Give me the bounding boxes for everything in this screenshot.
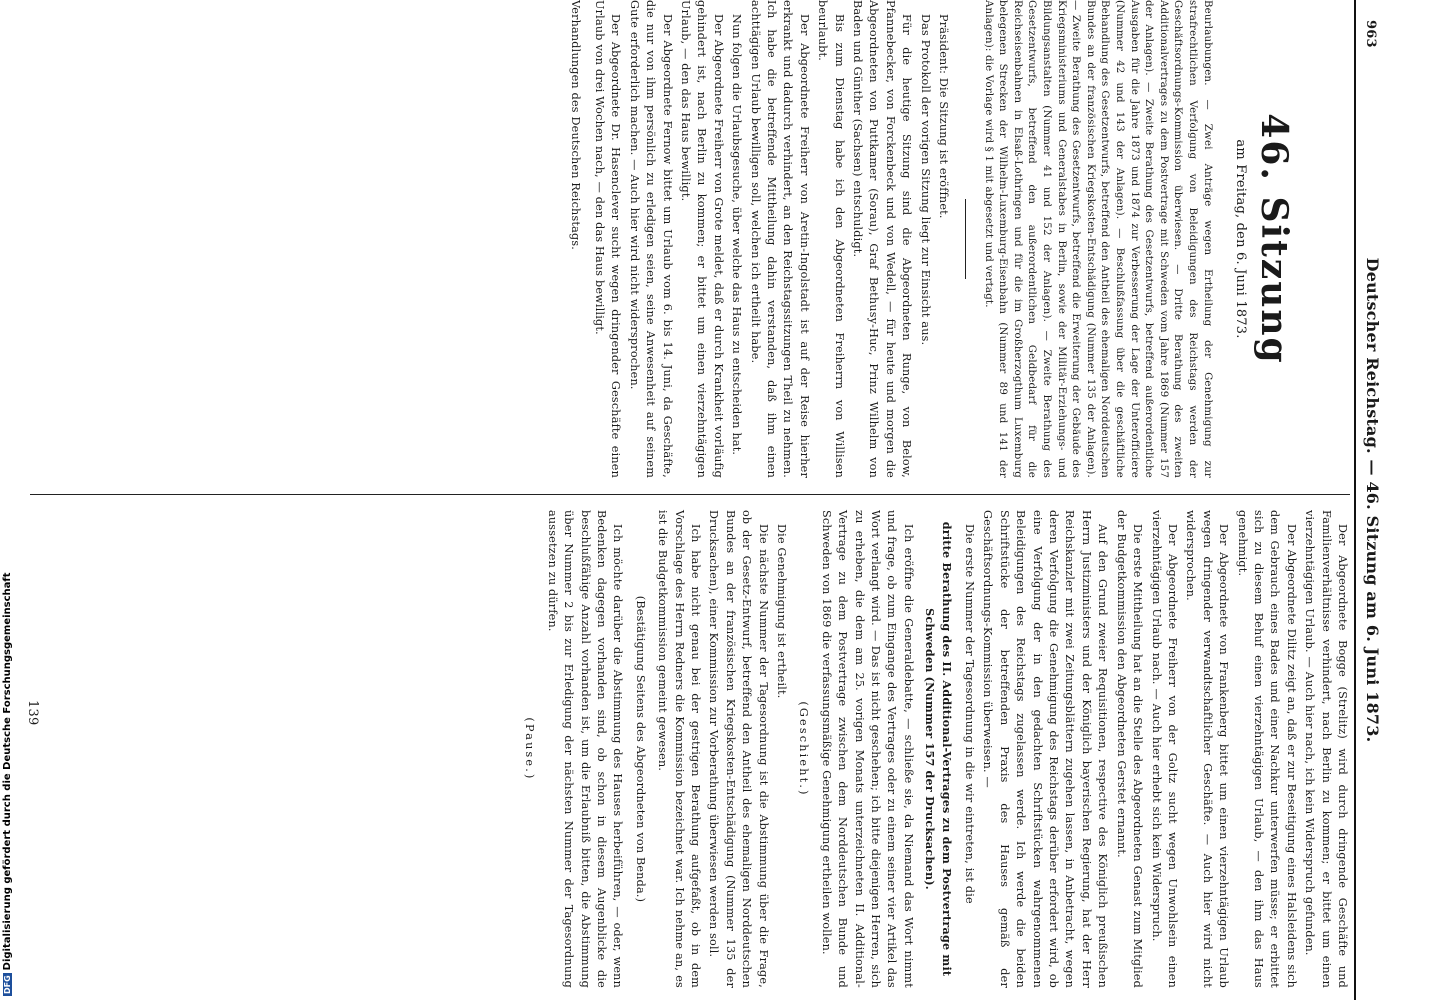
digitization-note bbox=[2, 572, 14, 996]
section-rule bbox=[965, 199, 966, 279]
paragraph: Der Abgeordnete Freiherr von der Goltz sucht wegen Unwohlsein einen vierzehntägigen Urlaub nach. — Auch hier erhebt sich kein Widerspruch. bbox=[1149, 510, 1179, 988]
column-divider bbox=[30, 494, 1350, 495]
paragraph: Auf den Grund zweier Requisitionen, respective des Königlich preußischen Herrn Justizministers und der Königlich bayerischen Regierung, hat der Herr Reichskanzler mit zwei Zeitungsblättern zugehen lassen, in Anbetracht, wegen deren Verfolgung die Genehmigung des Reichstags derüber erfordert wird, ob eine Verfolgung der in den gedachten Schriftstücken wahrgenommenen Beleidigungen des Reichstags zugelassen werde. Ich werde die beiden Schriftstücke der betreffenden Praxis des Hauses gemäß der Geschäftsordnungs-Kommission überweisen. — bbox=[981, 510, 1110, 988]
bottom-page-number: 139 bbox=[25, 700, 40, 726]
digitization-text: Digitalisierung gefördert durch die Deutsche Forschungsgemeinschaft bbox=[2, 572, 13, 971]
paragraph: Der Abgeordnete von Frankenberg bittet um einen vierzehntägigen Urlaub wegen dringender verwandtschaftlicher Geschäfte. — Auch hier wird nicht widersprochen. bbox=[1184, 510, 1231, 988]
paragraph: Für die heutige Sitzung sind die Abgeordneten Runge, von Below, Pfannebecker, von Forckenbeck und von Wedell, — für heute und morgen die Abgeordneten von Puttkamer (Sorau), Graf Bethusy-Huc, Prinz Wilhelm von Baden und Günther (Sachsen) entschuldigt. bbox=[851, 0, 914, 478]
digitization-strip bbox=[0, 0, 14, 1000]
header-page-number: 963 bbox=[1363, 20, 1378, 48]
paragraph: Nun folgen die Urlaubsgesuche, über welche das Haus zu entscheiden hat. bbox=[730, 14, 744, 456]
paragraph: Präsident: Die Sitzung ist eröffnet. bbox=[937, 14, 951, 219]
paragraph: Die Genehmigung ist ertheilt. bbox=[775, 524, 788, 699]
sitzung-date: am Freitag, den 6. Juni 1873. bbox=[1233, 139, 1248, 339]
paragraph: Die erste Nummer der Tagesordnung in die wir eintreten, ist die bbox=[963, 524, 977, 904]
paragraph: Die erste Mittheilung hat an die Stelle des Abgeordneten Genast zum Mitglied der Budgetkommission den Abgeordneten Gerstet ernannt. bbox=[1114, 510, 1145, 988]
paragraph: Der Abgeordnete Dilitz zeigt an, daß er zur Beseitigung eines Halsleidens sich dem Gebrauch eines Bades und einer Nachkur unterwerfen müsse; er erbittet sich zu diesem Behuf einen vierzehntägigen Urlaub, — den ihm das Haus genehmigt. bbox=[1235, 510, 1298, 988]
page-header bbox=[1358, 0, 1380, 1000]
header-title: Deutscher Reichstag. — 46. Sitzung am 6. Juni 1873. bbox=[1363, 257, 1382, 743]
stage-direction: (Pause.) bbox=[523, 717, 537, 781]
page-footer: Verhandlungen des Deutschen Reichstags. bbox=[568, 0, 582, 251]
paragraph: Der Abgeordnete Fernow bittet um Urlaub vom 6. bis 14. Juni, da Geschäfte, die nur von ihm persönlich zu erledigen seien, seine Anwesenheit auf seinem Gute erforderlich machen. — Auch hier wird nicht widersprochen. bbox=[627, 0, 674, 478]
paragraph: Die nächste Nummer der Tagesordnung ist die Abstimmung über die Frage, ob der Gesetz-Entwurf, betreffend den Antheil des ehemaligen Norddeutschen Bundes an der französischen Kriegskosten-Entschädigung (Nummer 135 der Drucksachen), einer Kommission zur Vorberathung überwiesen werden soll. bbox=[707, 510, 770, 988]
paragraph: Bis zum Dienstag habe ich den Abgeordneten Freiherrn von Willisen beurlaubt. bbox=[816, 0, 846, 478]
stage-direction: (Bestätigung Seitens des Abgeordneten von Benda.) bbox=[633, 595, 647, 903]
dfg-logo-icon: DFG bbox=[3, 975, 12, 994]
paragraph: Das Protokoll der vorigen Sitzung liegt zur Einsicht aus. bbox=[918, 14, 932, 346]
header-rule bbox=[1354, 0, 1356, 1000]
paragraph: Ich eröffne die Generaldebatte, — schließe sie, da Niemand das Wort nimmt und frage, ob zum Eingange des Vertrages oder zu einem seiner vier Artikel das Wort verlangt wird. — Das ist nicht geschehen; ich bitte diejenigen Herren, sich zu erheben, die dem am 25. vorigen Monats unterzeichneten II. Additional-Vertrage zu dem Postvertrage zwischen dem Norddeutschen Bunde und Schweden von 1869 die verfassungsmäßige Genehmigung ertheilen wollen. bbox=[819, 510, 915, 988]
paragraph: Der Abgeordnete Bogge (Strelitz) wird durch dringende Geschäfte und Familienverhältnisse verhindert, nach Berlin zu kommen; er bittet um einen vierzehntägigen Urlaub. — Auch hier nach, ich kein Widerspruch gefunden. bbox=[1303, 510, 1349, 988]
left-column bbox=[564, 0, 1350, 478]
agenda-heading: dritte Berathung des II. Additional-Vertrages zu dem Postvertrage mit Schweden (Nummer 157 der Drucksachen). bbox=[923, 521, 954, 977]
stage-direction: (Geschieht.) bbox=[797, 701, 811, 797]
right-column bbox=[515, 510, 1350, 988]
paragraph: Ich möchte darüber die Abstimmung des Hauses herbeiführen, — oder, wenn Bedenken dagegen vorhanden sind, ob schon in diesem Augenblicke die beschlußfähige Anzahl vorhanden ist, um die Erlaubniß bitten, die Abstimmung über Nummer 2 bis zur Erledigung der nächsten Nummer der Tagesordnung aussetzen zu dürfen. bbox=[545, 510, 625, 988]
session-summary: Beurlaubungen. — Zwei Anträge wegen Ertheilung der Genehmigung zur strafrechtlichen Verfolgung von Beleidigungen des Reichstags werden der Geschäftsordnungs-Kommission überwiesen. — Dritte Berathung des zweiten Additionalvertrages zu dem Postvertrage mit Schweden vom Jahre 1869 (Nummer 157 der Anlagen). — Zweite Berathung des Gesetzentwurfs, betreffend außerordentliche Ausgaben für die Jahre 1873 und 1874 zur Verbesserung der Lage der Unterofficiere (Nummer 42 und 143 der Anlagen). — Beschlußfassung über die geschäftliche Behandlung des Gesetzentwurfs, betreffend den Antheil des ehemaligen Norddeutschen Bundes an der französischen Kriegskosten-Entschädigung (Nummer 135 der Anlagen). — Zweite Berathung des Gesetzentwurfs, betreffend die Erweiterung der Gebäude des Kriegsministeriums und Generalstabes in Berlin, sowie der Militär-Erziehungs- und Bildungsanstalten (Nummer 41 und 152 der Anlagen). — Zweite Berathung des Gesetzentwurfs, betreffend den außerordentlichen Geldbedarf für die Reichseisenbahnen in Elsaß-Lothringen und für die im Großherzogthum Luxemburg belegenen Strecken der Wilhelm-Luxemburg-Eisenbahn (Nummer 89 und 141 der Anlagen): die Vorlage wird § 1 mit abgesetzt und vertagt. bbox=[982, 0, 1213, 478]
paragraph: Der Abgeordnete Freiherr von Grote meldet, daß er durch Krankheit vorläufig gehindert ist, nach Berlin zu kommen; er bittet um einen vierzehntägigen Urlaub, — den das Haus bewilligt. bbox=[679, 0, 725, 478]
paragraph: Ich habe nicht genau bei der gestrigen Berathung aufgefaßt, ob in dem Vorschlage des Herrn Redners die Kommission bezeichnet war. Ich nehme an, es ist die Budgetkommission gemeint gewesen. bbox=[656, 510, 702, 988]
paragraph: Der Abgeordnete Freiherr von Aretin-Ingolstadt ist auf der Reise hierher erkrankt und dadurch verhindert, an den Reichstagssitzungen Theil zu nehmen. Ich habe die betreffende Mittheilung dahin verstanden, daß ihm einen achttägigen Urlaub bewilligen soll, welchen ich ertheilt habe. bbox=[748, 0, 811, 478]
paragraph: Der Abgeordnete Dr. Hasenclever sucht wegen dringender Geschäfte einen Urlaub von drei Wochen nach, — den das Haus bewilligt. bbox=[592, 0, 623, 478]
sitzung-title: 46. Sitzung bbox=[1253, 113, 1295, 365]
